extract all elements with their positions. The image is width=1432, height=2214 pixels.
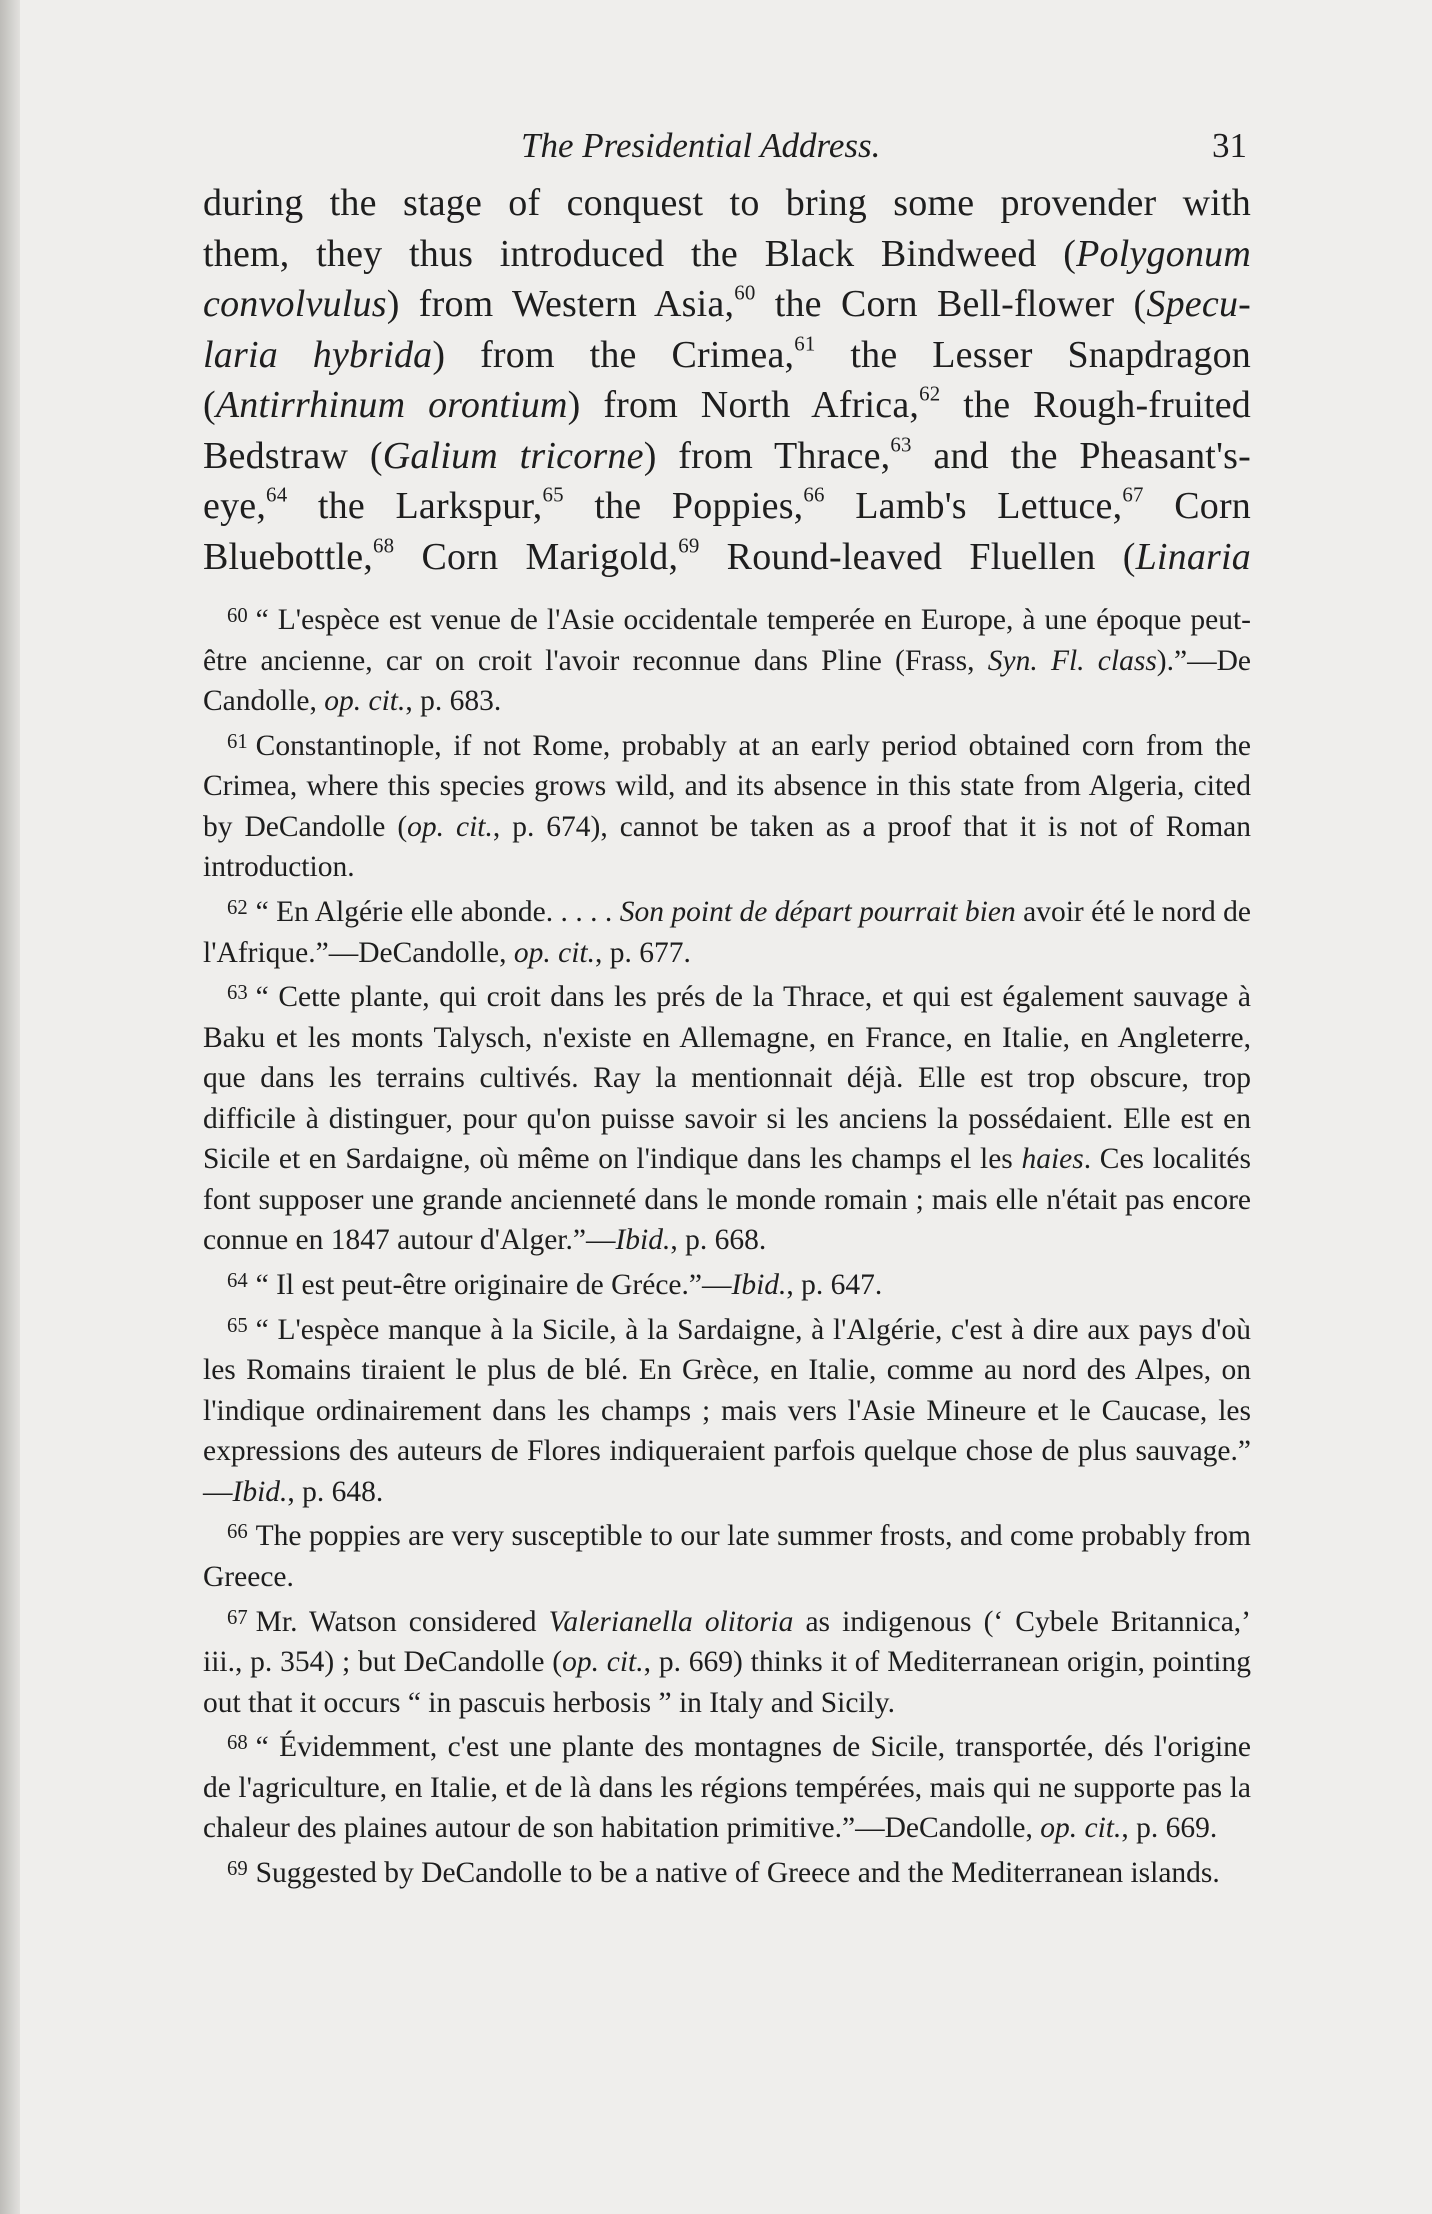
footnote-67: $^{67}$ Mr. Watson considered Valerianella olitoria as indigenous (‘ Cybele Britannica,’ iii., p. 354) ; but DeCandolle (op. cit., p. 669) thinks it of Mediterranean origin, pointing out that it occurs “ in pascuis herbosis ” in Italy and Sicily.	[203, 1605, 1251, 1719]
footnote-62: $^{62}$ “ En Algérie elle abonde. . . . . Son point de départ pourrait bien avoir été le nord de l'Afrique.”—DeCandolle, op. cit., p. 677.	[203, 896, 1252, 969]
body-line: laria hybrida) from the Crimea,$^{61}$ the Lesser Snapdragon	[203, 330, 1251, 376]
footnote-64: $^{64}$ “ Il est peut-être originaire de Gréce.”—Ibid., p. 647.	[227, 1269, 883, 1302]
running-title: The Presidential Address.	[521, 126, 881, 165]
footnote-63: $^{63}$ “ Cette plante, qui croit dans les prés de la Thrace, et qui est également sauvage à Baku et les monts Talysch, n'existe en Allemagne, en France, en Italie, en Angleterre, que dans les terrains cultivés. Ray la mentionnait déjà. Elle est trop obscure, trop difficile à distinguer, pour qu'on puisse savoir si les anciens la possédaient. Elle est en Sicile et en Sardaigne, où même on l'indique dans les champs el les haies. Ces localités font supposer une grande ancienneté dans le monde romain ; mais elle n'était pas encore connue en 1847 autour d'Alger.”—Ibid., p. 668.	[203, 981, 1251, 1257]
footnote-number: 65	[227, 1314, 248, 1337]
footnote-ref: 63	[890, 431, 912, 456]
body-line: Bedstraw (Galium tricorne) from Thrace,$^{63}$ and the Pheasant's-	[203, 431, 1251, 477]
body-line: convolvulus) from Western Asia,$^{60}$ the Corn Bell-flower (Specu-	[203, 280, 1251, 325]
footnote-number: 61	[227, 730, 248, 753]
footnote-ref: 61	[794, 330, 816, 355]
footnote-ref: 60	[734, 280, 756, 305]
page-gutter-shadow	[0, 0, 20, 2214]
footnote-66: $^{66}$ The poppies are very susceptible to our late summer frosts, and come probably from Greece.	[203, 1520, 1251, 1594]
footnote-number: 66	[227, 1521, 248, 1544]
page-number: 31	[1212, 126, 1247, 165]
footnote-65: $^{65}$ “ L'espèce manque à la Sicile, à la Sardaigne, à l'Algérie, c'est à dire aux pays d'où les Romains tiraient le plus de blé. En Grèce, en Italie, comme au nord des Alpes, on l'indique ordinairement dans les champs ; mais vers l'Asie Mineure et le Caucase, les expressions des auteurs de Flores indiqueraient parfois quelque chose de plus sauvage.” —Ibid., p. 648.	[203, 1313, 1251, 1508]
footnote-number: 62	[227, 896, 248, 919]
body-line: during the stage of conquest to bring some provender with	[203, 182, 1251, 224]
footnote-number: 68	[227, 1732, 248, 1755]
footnote-number: 63	[227, 982, 248, 1005]
footnote-number: 60	[227, 605, 248, 627]
book-page	[203, 118, 1251, 1894]
footnote-number: 69	[227, 1857, 248, 1880]
footnote-ref: 62	[919, 381, 941, 406]
footnote-ref: 67	[1122, 482, 1144, 507]
footnote-61: $^{61}$ Constantinople, if not Rome, probably at an early period obtained corn from the Crimea, where this species grows wild, and its absence in this state from Algeria, cited by DeCandolle (op. cit., p. 674), cannot be taken as a proof that it is not of Roman introduction.	[203, 729, 1251, 884]
body-line: eye,$^{64}$ the Larkspur,$^{65}$ the Poppies,$^{66}$ Lamb's Lettuce,$^{67}$ Corn	[203, 482, 1251, 527]
body-text	[203, 178, 1251, 582]
footnote-ref: 69	[678, 532, 700, 557]
running-header	[203, 118, 1251, 178]
footnote-69: $^{69}$ Suggested by DeCandolle to be a native of Greece and the Mediterranean islands.	[227, 1857, 1220, 1890]
footnotes	[203, 596, 1251, 1894]
footnote-60: $^{60}$ “ L'espèce est venue de l'Asie occidentale temperée en Europe, à une époque peut-être ancienne, car on croit l'avoir reconnue dans Pline (Frass, Syn. Fl. class).”—De Candolle, op. cit., p. 683.	[203, 604, 1251, 718]
footnote-number: 67	[227, 1606, 248, 1629]
footnote-ref: 68	[373, 532, 395, 557]
footnote-ref: 65	[542, 482, 564, 507]
footnote-68: $^{68}$ “ Évidemment, c'est une plante des montagnes de Sicile, transportée, dés l'origine de l'agriculture, en Italie, et de là dans les régions tempérées, mais qui ne supporte pas la chaleur des plaines autour de son habitation primitive.”—DeCandolle, op. cit., p. 669.	[203, 1731, 1251, 1845]
footnote-ref: 64	[266, 482, 288, 507]
body-line: them, they thus introduced the Black Bindweed (Polygonum	[203, 232, 1251, 275]
body-line: Bluebottle,$^{68}$ Corn Marigold,$^{69}$ Round-leaved Fluellen (Linaria	[203, 532, 1251, 578]
body-line: (Antirrhinum orontium) from North Africa,$^{62}$ the Rough-fruited	[203, 381, 1251, 426]
footnote-ref: 66	[803, 482, 825, 507]
footnote-number: 64	[227, 1269, 248, 1292]
